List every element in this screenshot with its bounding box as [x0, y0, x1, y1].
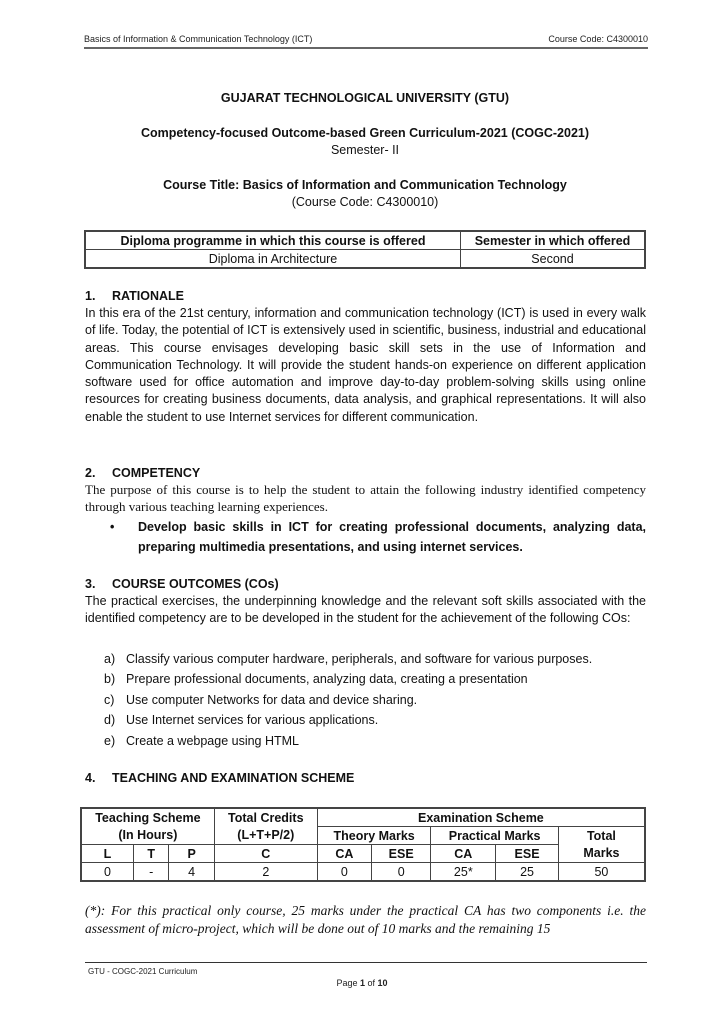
rationale-text: In this era of the 21st century, information and communication technology (ICT) is used in every walk of life. Today, the potential of ICT is extensively used in scientific, business, industrial and educational areas. This course envisages developing basic skill sets in the use of Information and Communication Technology. It will provide the student hands-on experience on different application software used for office automation and improve day-to-day problem-solving skills using online resources for creating business documents, data analysis, and graphical representations. It will also enable the student to use Internet services for different communication. [85, 306, 646, 424]
section-heading-scheme: 4. TEACHING AND EXAMINATION SCHEME [85, 771, 355, 785]
value-l: 0 [81, 863, 133, 882]
list-item: c) Use computer Networks for data and device sharing. [104, 693, 418, 707]
subheader-l: L [81, 845, 133, 863]
examination-scheme-header: Examination Scheme [317, 808, 645, 827]
subheader-theory-ese: ESE [371, 845, 430, 863]
list-item: d) Use Internet services for various applications. [104, 713, 379, 727]
subheader-c: C [214, 845, 317, 863]
offering-header-programme: Diploma programme in which this course is offered [85, 231, 461, 250]
scheme-table [80, 807, 646, 882]
subheader-t: T [133, 845, 169, 863]
value-practical-ca: 25* [431, 863, 496, 882]
teaching-scheme-header: Teaching Scheme [81, 808, 214, 827]
university-title: GUJARAT TECHNOLOGICAL UNIVERSITY (GTU) [220, 91, 510, 105]
course-title: Course Title: Basics of Information and Communication Technology [163, 178, 567, 192]
in-hours-header: (In Hours) [81, 827, 214, 845]
competency-statement: Develop basic skills in ICT for creating professional documents, analyzing data, preparing multimedia presentations, and using internet services. [138, 520, 646, 554]
list-item: e) Create a webpage using HTML [104, 734, 300, 748]
value-theory-ca: 0 [317, 863, 371, 882]
theory-marks-header: Theory Marks [317, 827, 431, 845]
page-number: Page 1 of 10 [336, 978, 388, 988]
course-outcomes-text: The practical exercises, the underpinning knowledge and the relevant soft skills associated with the identified competency are to be developed in the student for the achievement of the following COs: [85, 594, 646, 626]
subheader-practical-ese: ESE [496, 845, 559, 863]
section-heading-rationale: 1. RATIONALE [85, 289, 184, 303]
running-header [84, 34, 648, 44]
semester-label: Semester- II [330, 143, 400, 157]
total-credits-header: Total Credits [214, 808, 317, 827]
course-code: (Course Code: C4300010) [291, 195, 439, 209]
competency-bullet [110, 517, 646, 557]
curriculum-title: Competency-focused Outcome-based Green Curriculum-2021 (COGC-2021) [140, 126, 590, 140]
value-theory-ese: 0 [371, 863, 430, 882]
table-row [85, 250, 645, 269]
list-item: b) Prepare professional documents, analyzing data, creating a presentation [104, 672, 528, 686]
table-row [81, 863, 645, 882]
header-course-code: Course Code: C4300010 [548, 34, 648, 44]
competency-text: The purpose of this course is to help the student to attain the following industry identified competency through various teaching learning experiences. [85, 482, 646, 514]
offering-semester: Second [461, 250, 646, 269]
practical-marks-header: Practical Marks [431, 827, 558, 845]
header-rule [84, 47, 648, 49]
footer-rule [85, 962, 647, 963]
value-c: 2 [214, 863, 317, 882]
value-t: - [133, 863, 169, 882]
offering-table-header [85, 231, 645, 250]
total-header: Total [558, 827, 645, 845]
list-item: a) Classify various computer hardware, peripherals, and software for various purposes. [104, 652, 593, 666]
section-heading-course-outcomes: 3. COURSE OUTCOMES (COs) [85, 577, 279, 591]
marks-header: Marks [558, 845, 645, 863]
subheader-theory-ca: CA [317, 845, 371, 863]
header-course-name: Basics of Information & Communication Technology (ICT) [84, 34, 313, 44]
subheader-p: P [169, 845, 214, 863]
offering-header-semester: Semester in which offered [461, 231, 646, 250]
section-heading-competency: 2. COMPETENCY [85, 466, 201, 480]
footnote: (*): For this practical only course, 25 marks under the practical CA has two components i.e. the assessment of micro-project, which will be done out of 10 marks and the remaining 15 [85, 903, 646, 936]
value-total-marks: 50 [558, 863, 645, 882]
offering-table [84, 230, 646, 269]
value-practical-ese: 25 [496, 863, 559, 882]
bullet-icon: • [110, 520, 115, 534]
value-p: 4 [169, 863, 214, 882]
offering-programme: Diploma in Architecture [85, 250, 461, 269]
subheader-practical-ca: CA [431, 845, 496, 863]
credits-formula-header: (L+T+P/2) [214, 827, 317, 845]
footer-curriculum: GTU - COGC-2021 Curriculum [88, 967, 198, 976]
